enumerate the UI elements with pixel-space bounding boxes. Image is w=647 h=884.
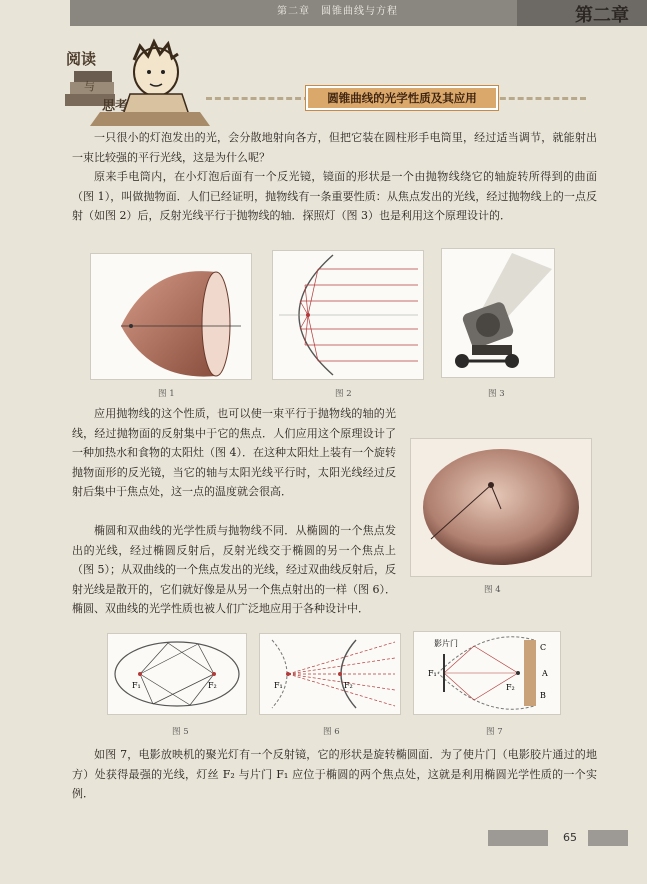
fig7-label-f2: F₂ (506, 683, 515, 692)
mascot-text-read: 阅读 (66, 50, 97, 68)
footer-bar-right (588, 830, 628, 846)
ellipse-reflection-diagram (108, 634, 246, 714)
figure-3-caption: 图 3 (488, 389, 505, 399)
paragraph-5: 如图 7，电影放映机的聚光灯有一个反射镜，它的形状是旋转椭圆面．为了使片门（电影胶片通过的地方）处获得最强的光线，灯丝 F₂ 与片门 F₁ 应位于椭圆的两个焦点处，这就是利用椭圆光学性质的一个实例． (72, 748, 597, 800)
section-title: 圆锥曲线的光学性质及其应用 (327, 91, 477, 105)
figure-2 (272, 250, 424, 380)
reading-mascot-illustration (60, 38, 210, 126)
figure-5-caption: 图 5 (172, 727, 189, 737)
figure-6-caption: 图 6 (323, 727, 340, 737)
paragraph-2: 原来手电筒内，在小灯泡后面有一个反光镜，镜面的形状是一个由抛物线绕它的轴旋转所得到的曲面（图 1），叫做抛物面．人们已经证明，抛物线有一条重要性质：从焦点发出的光线，经过抛物线上的一点反射（如图 2）后，反射光线平行于抛物线的轴．探照灯（图 3）也是利用这个原理设计的． (72, 170, 597, 222)
solar-cooker-illustration (411, 439, 591, 576)
page-number: 65 (563, 831, 577, 844)
chapter-title: 第二章 圆锥曲线与方程 (277, 6, 398, 17)
fig5-label-f1: F₁ (132, 681, 141, 690)
figure-6 (259, 633, 401, 715)
parabola-reflection-diagram (273, 251, 423, 379)
fig7-label-b: B (540, 691, 546, 700)
figure-3 (441, 248, 555, 378)
paragraph-1: 一只很小的灯泡发出的光，会分散地射向各方，但把它装在圆柱形手电筒里，经过适当调节，就能射出一束比较强的平行光线，这是为什么呢？ (72, 131, 597, 164)
figure-1 (90, 253, 252, 380)
paragraph-3: 应用抛物线的这个性质，也可以使一束平行于抛物线的轴的光线，经过抛物面的反射集中于它的焦点．人们应用这个原理设计了一种加热水和食物的太阳灶（图 4）．在这种太阳灶上装有一个旋转抛物面形的反光镜，当它的轴与太阳光线平行时，太阳光线经过反射后集中于焦点处，这一点的温度就会很高． (72, 407, 396, 498)
footer-bar-left (488, 830, 548, 846)
fig7-label-c: C (540, 643, 547, 652)
figure-4 (410, 438, 592, 577)
fig6-label-f1: F₁ (274, 681, 283, 690)
chapter-badge-bg (517, 0, 647, 26)
figure-2-caption: 图 2 (335, 389, 352, 399)
mascot-text-and: 与 (84, 80, 95, 93)
figure-4-caption: 图 4 (484, 585, 501, 595)
paraboloid-illustration (91, 254, 251, 379)
projector-ellipse-diagram (414, 632, 560, 714)
hyperbola-reflection-diagram (260, 634, 400, 714)
mascot-text-think: 思考 (102, 99, 129, 114)
fig6-label-f2: F₂ (344, 681, 353, 690)
chapter-header (70, 0, 647, 26)
figure-7 (413, 631, 561, 715)
figure-7-caption: 图 7 (486, 727, 503, 737)
paragraph-4: 椭圆和双曲线的光学性质与抛物线不同．从椭圆的一个焦点发出的光线，经过椭圆反射后，反射光线交于椭圆的另一个焦点上（图 5）；从双曲线的一个焦点发出的光线，经过双曲线反射后，反射光线是散开的，它们就好像是从另一个焦点射出的一样（图 6）．椭圆、双曲线的光学性质也被人们广泛地应用于各种设计中． (72, 524, 396, 615)
figure-1-caption: 图 1 (158, 389, 175, 399)
figure-5 (107, 633, 247, 715)
searchlight-illustration (442, 249, 554, 377)
fig7-label-gate: 影片门 (434, 639, 458, 648)
fig5-label-f2: F₂ (208, 681, 217, 690)
fig7-label-a: A (542, 669, 548, 678)
fig7-label-f1: F₁ (428, 669, 437, 678)
section-title-box (306, 86, 498, 110)
chapter-badge: 第二章 (575, 5, 629, 26)
